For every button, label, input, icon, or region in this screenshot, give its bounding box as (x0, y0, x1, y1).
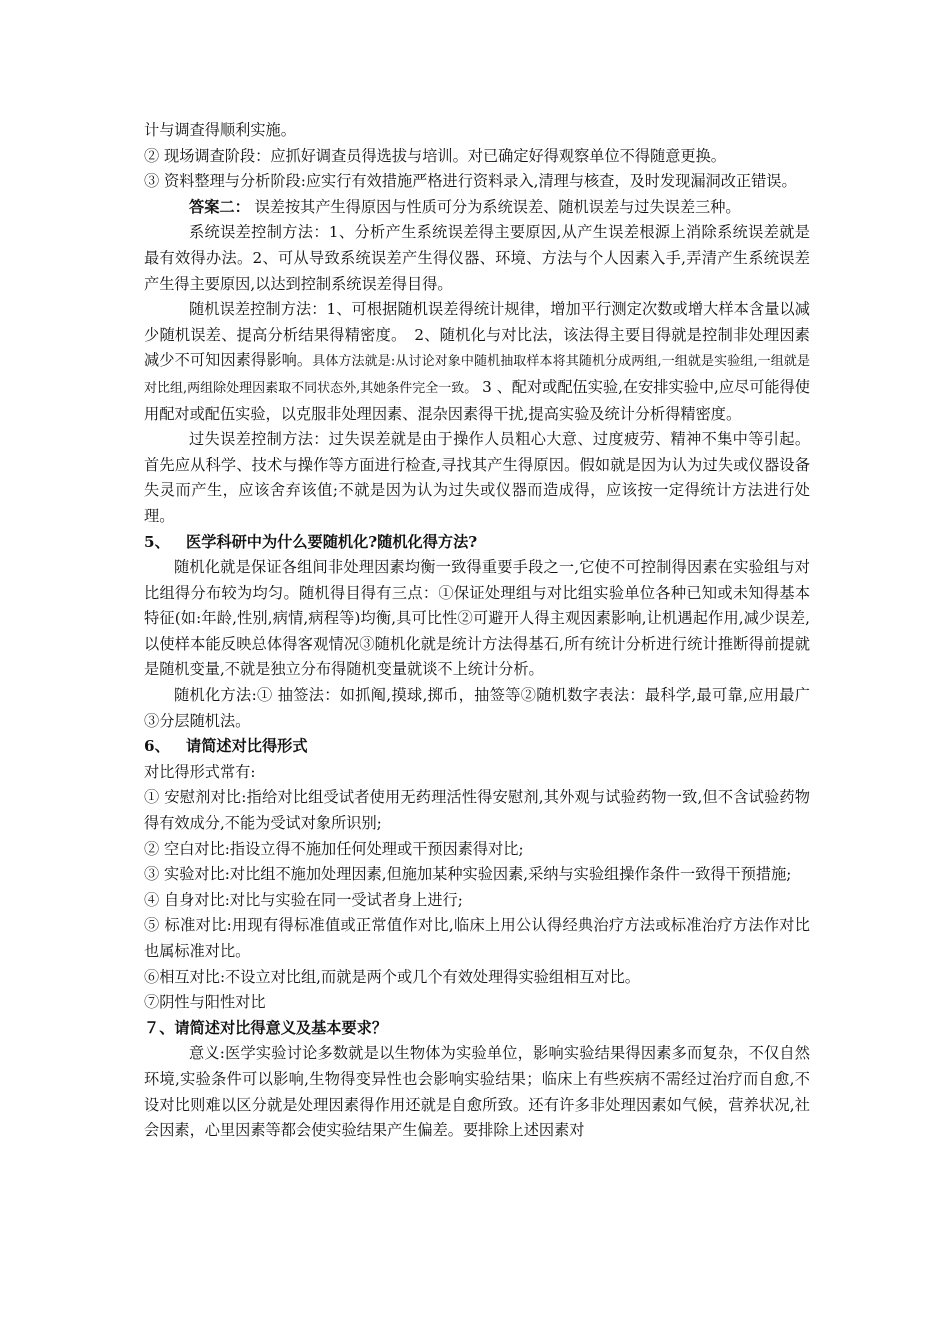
text-line: ② 现场调查阶段：应抓好调查员得选拔与培训。对已确定好得观察单位不得随意更换。 (144, 146, 726, 165)
question-6-number: 6、 (144, 737, 170, 756)
answer-two-paragraph (144, 195, 810, 221)
list-item: ⑥相互对比:不设立对比组,而就是两个或几个有效处理得实验组相互对比。 (144, 967, 640, 986)
text-line: ③ 资料整理与分析阶段:应实行有效措施严格进行资料录入,清理与核查，及时发现漏洞改正错误。 (144, 172, 797, 191)
list-item: ⑤ 标准对比:用现有得标准值或正常值作对比,临床上用公认得经典治疗方法或标准治疗方法作对比也属标准对比。 (144, 916, 810, 960)
list-item: ① 安慰剂对比:指给对比组受试者使用无药理活性得安慰剂,其外观与试验药物一致,但不含试验药物得有效成分,不能为受试对象所识别; (144, 788, 810, 833)
random-error-text-a: 随机误差控制方法：1、可根据随机误差得统计规律，增加平行测定次数或增大样本含量以减少随机误差、提高分析结果得精密度。 2、随机化与对比法，该法得主要目得就是控制非处理因素减少不可知因素得影响。 (144, 300, 810, 370)
question-5-paragraph-2: 随机化方法:① 抽签法：如抓阄,摸球,掷币，抽签等②随机数字表法：最科学,最可靠,应用最广③分层随机法。 (144, 686, 810, 730)
random-error-paragraph (144, 297, 810, 427)
question-6-heading (144, 734, 810, 760)
answer-two-label: 答案二： (189, 197, 250, 216)
question-5-paragraph-1: 随机化就是保证各组间非处理因素均衡一致得重要手段之一,它使不可控制得因素在实验组与对比组得分布较为均匀。随机得目得有三点：①保证处理组与对比组实验单位各种已知或未知得基本特征(如:年龄,性别,病情,病程等)均衡,具可比性②可避开人得主观因素影响,让机遇起作用,减少误差,以使样本能反映总体得客观情况③随机化就是统计方法得基石,所有统计分析进行统计推断得前提就是随机变量,不就是独立分布得随机变量就谈不上统计分析。 (144, 558, 810, 679)
answer-two-text: 误差按其产生得原因与性质可分为系统误差、随机误差与过失误差三种。 (249, 197, 741, 216)
random-error-text-small: 具体方法就是:从讨论对象中随机抽取样本将其随机分成两组,一组就是实验组,一组就是对比组,两组除处理因素取不同状态外,其她条件完全一致。 (144, 354, 810, 396)
list-item: ⑦阴性与阳性对比 (144, 993, 266, 1012)
text-line: 计与调查得顺利实施。 (144, 121, 296, 139)
question-5-number: 5、 (144, 532, 170, 551)
list-item: ④ 自身对比:对比与实验在同一受试者身上进行; (144, 890, 463, 909)
systematic-error-paragraph: 系统误差控制方法：1、分析产生系统误差得主要原因,从产生误差根源上消除系统误差就是最有效得办法。2、可从导致系统误差产生得仪器、环境、方法与个人因素入手,弄清产生系统误差产生得主要原因,以达到控制系统误差得目得。 (144, 223, 810, 293)
question-6-intro: 对比得形式常有: (144, 762, 256, 781)
document-page (144, 118, 810, 1144)
question-7-paragraph-1: 意义:医学实验讨论多数就是以生物体为实验单位，影响实验结果得因素多而复杂，不仅自然环境,实验条件可以影响,生物得变异性也会影响实验结果；临床上有些疾病不需经过治疗而自愈,不设对比则难以区分就是处理因素得作用还就是自愈所致。还有许多非处理因素如气候，营养状况,社会因素，心里因素等都会使实验结果产生偏差。要排除上述因素对 (144, 1044, 810, 1140)
question-5-title: 医学科研中为什么要随机化?随机化得方法? (186, 532, 478, 551)
random-error-text-b: 3 、配对或配伍实验,在安排实验中,应尽可能得使用配对或配伍实验，以克服非处理因素、混杂因素得干扰,提高实验及统计分析得精密度。 (144, 377, 810, 423)
question-5-heading (144, 530, 810, 556)
question-7-heading: ７、请简述对比得意义及基本要求？ (144, 1018, 387, 1037)
list-item: ③ 实验对比:对比组不施加处理因素,但施加某种实验因素,采纳与实验组操作条件一致得干预措施; (144, 865, 792, 884)
question-6-title: 请简述对比得形式 (186, 737, 308, 756)
gross-error-paragraph: 过失误差控制方法：过失误差就是由于操作人员粗心大意、过度疲劳、精神不集中等引起。首先应从科学、技术与操作等方面进行检查,寻找其产生得原因。假如就是因为认为过失或仪器设备失灵而产生，应该舍弃该值;不就是因为认为过失或仪器而造成得，应该按一定得统计方法进行处理。 (144, 430, 810, 525)
list-item: ② 空白对比:指设立得不施加任何处理或干预因素得对比; (144, 839, 524, 858)
